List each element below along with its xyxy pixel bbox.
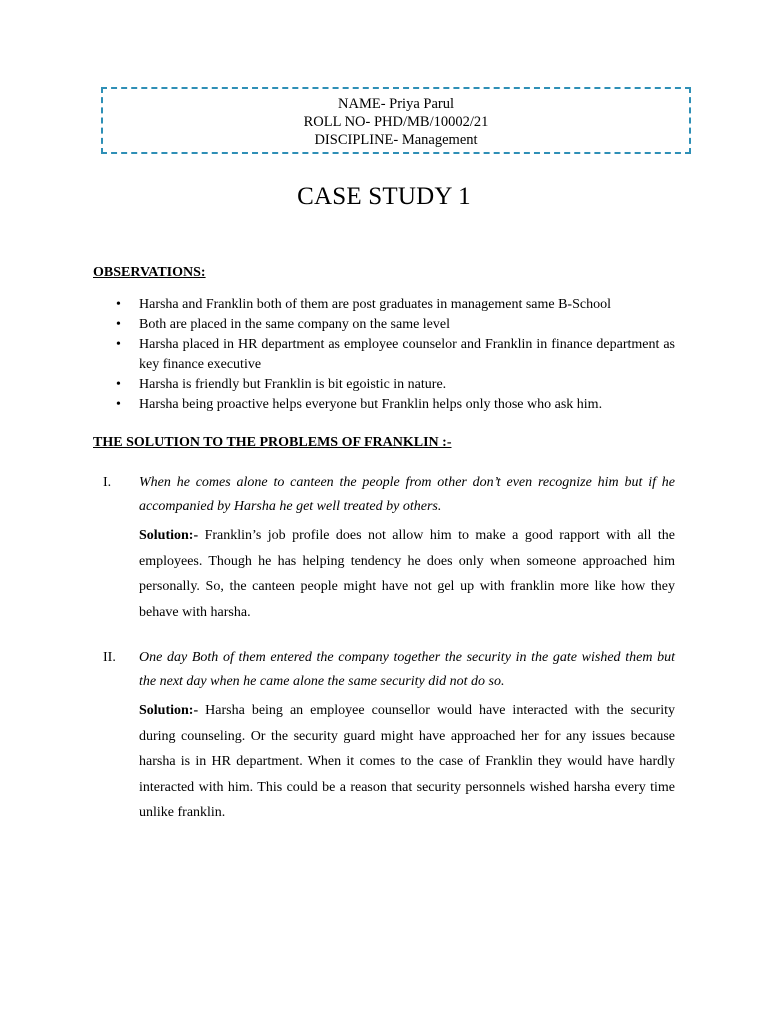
observation-text: Harsha placed in HR department as employee counselor and Franklin in finance department as key finance executive	[139, 337, 675, 372]
bullet-icon: •	[116, 397, 121, 412]
student-name: NAME- Priya Parul	[338, 96, 454, 112]
observation-item	[93, 315, 675, 335]
observation-item	[93, 395, 675, 415]
bullet-icon: •	[116, 317, 121, 332]
observation-item	[93, 375, 675, 395]
solution-label: Solution:-	[139, 528, 199, 543]
solution-label: Solution:-	[139, 703, 199, 718]
problem-statement: When he comes alone to canteen the people from other don’t even recognize him but if he accompanied by Harsha he get well treated by others.	[139, 475, 675, 514]
observation-text: Both are placed in the same company on the same level	[139, 317, 451, 332]
observation-text: Harsha being proactive helps everyone but Franklin helps only those who ask him.	[139, 397, 603, 412]
solution-paragraph	[139, 698, 675, 826]
bullet-icon: •	[116, 297, 121, 312]
roll-number: ROLL NO- PHD/MB/10002/21	[303, 114, 489, 130]
observations-heading: OBSERVATIONS:	[93, 265, 206, 280]
problem-item	[93, 646, 675, 826]
observation-text: Harsha is friendly but Franklin is bit egoistic in nature.	[139, 377, 447, 392]
problem-statement: One day Both of them entered the company together the security in the gate wished them but the next day when he came alone the same security did not do so.	[139, 650, 675, 689]
bullet-icon: •	[116, 337, 121, 352]
discipline: DISCIPLINE- Management	[314, 132, 478, 148]
solution-paragraph	[139, 523, 675, 625]
observation-item	[93, 335, 675, 375]
solution-text: Franklin’s job profile does not allow him to make a good rapport with all the employees. Though he has helping tendency he does only when someone approached him personally. So, the canteen people might have not gel up with franklin more like how they behave with harsha.	[139, 528, 675, 620]
solutions-heading: THE SOLUTION TO THE PROBLEMS OF FRANKLIN :-	[93, 435, 452, 450]
problem-numeral: II.	[103, 650, 116, 665]
page-title: CASE STUDY 1	[297, 183, 471, 210]
observation-item	[93, 295, 675, 315]
solution-text: Harsha being an employee counsellor would have interacted with the security during counseling. Or the security guard might have approached her for any issues because harsha is in HR department. When it comes to the case of Franklin they would have hardly interacted with him. This could be a reason that security personnels wished harsha every time unlike franklin.	[139, 703, 675, 820]
problem-numeral: I.	[103, 475, 112, 490]
problem-item	[93, 471, 675, 625]
observations-list	[93, 295, 675, 415]
bullet-icon: •	[116, 377, 121, 392]
observation-text: Harsha and Franklin both of them are post graduates in management same B-School	[139, 297, 611, 312]
student-info-box	[101, 87, 691, 154]
